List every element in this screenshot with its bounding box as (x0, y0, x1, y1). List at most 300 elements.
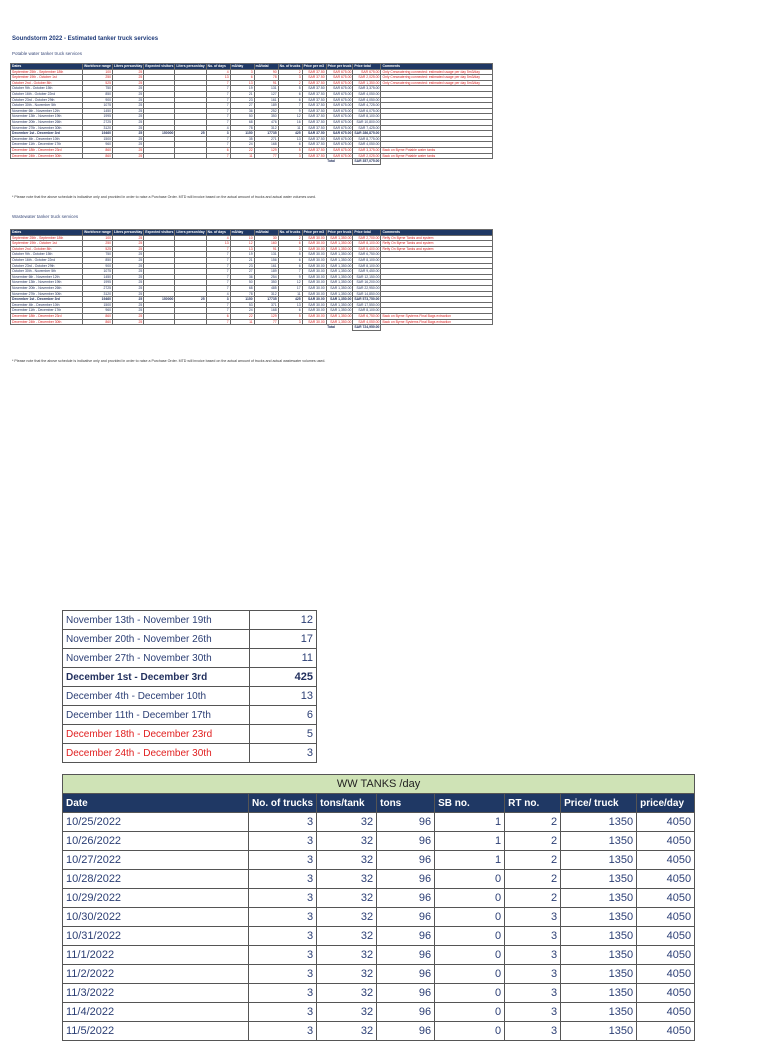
table-cell: SAR 8,100.00 (353, 257, 381, 263)
zoomed-trucks-table (62, 610, 317, 763)
table-cell: SAR 675.00 (326, 108, 353, 114)
table-cell: November 27th - November 30th (11, 291, 83, 297)
table-cell: 11/5/2022 (63, 1022, 249, 1041)
table-cell: 11/2/2022 (63, 965, 249, 984)
table-cell: 860 (83, 153, 113, 159)
table-cell: 1350 (561, 984, 637, 1003)
empty-cell (302, 325, 326, 331)
column-header: Workforce range (84, 230, 111, 234)
table-cell: 25 (113, 142, 144, 148)
table-cell: 7 (278, 269, 302, 275)
table-cell: SAR 30.00 (302, 302, 326, 308)
table-cell: 25 (113, 285, 144, 291)
table-cell: 2725 (83, 119, 113, 125)
empty-cell (113, 159, 144, 165)
table-cell: 16 (278, 119, 302, 125)
table-row (63, 851, 695, 870)
table-cell: 1450 (83, 108, 113, 114)
table-cell: 25 (113, 91, 144, 97)
table-cell: SAR 8,100.00 (353, 263, 381, 269)
table-cell: 3120 (83, 291, 113, 297)
table-cell: SAR 675.00 (326, 80, 353, 86)
table-cell: 35 (230, 136, 254, 142)
table-cell: SAR 675.00 (326, 142, 353, 148)
table-cell: 96 (377, 1003, 435, 1022)
wastewater-note: * Please note that the above schedule is indicative only and provided in order to raise a Purchase Order. MTD will invoice based on the actual amount of trucks and actual wastewater volumes used. (12, 359, 326, 363)
table-cell: 7 (206, 319, 230, 325)
table-cell: 1350 (561, 927, 637, 946)
table-cell: 6 (278, 308, 302, 314)
table-cell: SAR 30.00 (302, 235, 326, 241)
table-cell: 17735 (254, 131, 278, 137)
table-cell: SAR 37.50 (302, 97, 326, 103)
table-cell: 25 (113, 257, 144, 263)
table-cell: 7 (206, 136, 230, 142)
table-cell: 4050 (637, 870, 695, 889)
table-cell: 25 (175, 297, 206, 303)
table-cell: 250 (83, 241, 113, 247)
table-cell: 25 (113, 114, 144, 120)
table-cell: 129 (254, 147, 278, 153)
table-cell: December 24th - December 30th (11, 319, 83, 325)
table-cell: 6 (278, 91, 302, 97)
table-row (63, 611, 317, 630)
table-cell: 5 (278, 147, 302, 153)
table-cell: SAR 6,750.00 (353, 252, 381, 258)
table-cell: September 25th - September 18th (11, 235, 83, 241)
truck-count-cell: 11 (250, 649, 317, 668)
date-range-cell: November 27th - November 30th (63, 649, 250, 668)
table-cell: 0 (435, 908, 505, 927)
table-cell: 3 (278, 75, 302, 81)
table-cell: Only Crewcatering connected: estimated usage per day 5m3/day (381, 75, 493, 81)
table-cell: SAR 1,350.00 (326, 241, 353, 247)
table-cell: 3 (249, 946, 317, 965)
table-cell: December 18th - December 23rd (11, 147, 83, 153)
table-cell: 13 (278, 136, 302, 142)
table-cell: 78 (230, 291, 254, 297)
table-cell: 25 (113, 291, 144, 297)
table-cell: 36 (230, 274, 254, 280)
table-cell: 13 (206, 241, 230, 247)
table-cell: SAR 37.50 (302, 108, 326, 114)
table-cell: November 13th - November 19th (11, 280, 83, 286)
empty-cell (381, 159, 493, 165)
table-cell: 4050 (637, 927, 695, 946)
table-cell: 25 (113, 269, 144, 275)
date-range-cell: December 24th - December 30th (63, 744, 250, 763)
table-cell: SAR 675.00 (326, 75, 353, 81)
table-cell: 271 (254, 136, 278, 142)
table-cell: 4 (206, 69, 230, 75)
potable-section-title: Potable water tanker truck services (12, 51, 83, 56)
ww-tanks-title: WW TANKS /day (63, 775, 695, 794)
table-cell: 5 (278, 86, 302, 92)
total-value: SAR 724,950.00 (354, 325, 380, 330)
table-cell: SAR 30.00 (302, 280, 326, 286)
table-cell: 96 (377, 832, 435, 851)
empty-cell (381, 325, 493, 331)
empty-cell (83, 159, 113, 165)
table-cell: SAR 1,350.00 (326, 252, 353, 258)
table-cell: 1995 (83, 114, 113, 120)
table-cell: 1350 (561, 1022, 637, 1041)
table-cell: 7 (206, 80, 230, 86)
table-cell: 3 (249, 889, 317, 908)
table-cell: Back on Byrne Potable water tanks (381, 153, 493, 159)
table-cell: December 1st - December 3rd (11, 131, 83, 137)
column-header: Liters person/day (176, 230, 205, 234)
table-cell: 131 (254, 86, 278, 92)
table-cell: SAR 37.50 (302, 131, 326, 137)
table-cell: 13 (230, 246, 254, 252)
table-cell: 91 (254, 246, 278, 252)
table-cell: SAR 675.00 (326, 114, 353, 120)
table-cell: 3 (249, 870, 317, 889)
table-cell: 6 (278, 257, 302, 263)
table-cell: 1500 (83, 302, 113, 308)
table-cell: 1 (435, 813, 505, 832)
table-cell: SAR 30.00 (302, 274, 326, 280)
table-cell: 10/26/2022 (63, 832, 249, 851)
table-cell: 6 (206, 147, 230, 153)
table-cell: 100 (83, 69, 113, 75)
date-range-cell: November 13th - November 19th (63, 611, 250, 630)
table-cell: SAR 1,350.00 (326, 285, 353, 291)
table-cell: 6 (206, 313, 230, 319)
table-cell: 3 (505, 1022, 561, 1041)
empty-cell (11, 325, 83, 331)
empty-cell (278, 325, 302, 331)
table-cell: 1350 (561, 965, 637, 984)
table-cell: 13 (230, 80, 254, 86)
column-header: Workforce range (84, 64, 111, 68)
table-cell: 2 (278, 235, 302, 241)
table-cell: 1075 (83, 103, 113, 109)
table-cell: 25 (113, 153, 144, 159)
table-cell: SAR 2,700.00 (353, 235, 381, 241)
table-cell: 4050 (637, 851, 695, 870)
table-cell: SAR 1,350.00 (326, 263, 353, 269)
table-cell: 96 (377, 889, 435, 908)
table-cell: SAR 37.50 (302, 103, 326, 109)
table-cell: 1150 (230, 297, 254, 303)
total-row (11, 159, 493, 165)
table-cell: 11/1/2022 (63, 946, 249, 965)
table-cell: December 4th - December 10th (11, 136, 83, 142)
table-cell: 7 (206, 263, 230, 269)
table-row (63, 649, 317, 668)
table-cell: SAR 3,375.00 (353, 147, 381, 153)
table-cell: 3 (278, 246, 302, 252)
table-cell: 485 (254, 285, 278, 291)
table-cell: 1 (435, 851, 505, 870)
table-cell: 32 (317, 851, 377, 870)
table-cell: 10/30/2022 (63, 908, 249, 927)
table-cell: 32 (317, 832, 377, 851)
table-cell: 2 (505, 870, 561, 889)
table-cell: SAR 37.50 (302, 147, 326, 153)
empty-cell (206, 159, 230, 165)
column-header: m3/total (254, 230, 278, 236)
table-cell: 36 (230, 108, 254, 114)
table-cell: SAR 1,350.00 (326, 235, 353, 241)
table-cell: SAR 17,550.00 (353, 302, 381, 308)
document-title: Soundstorm 2022 - Estimated tanker truck services (12, 36, 159, 42)
column-header: No. of trucks (279, 64, 301, 68)
table-cell: 25 (113, 319, 144, 325)
table-cell: 4050 (637, 832, 695, 851)
table-cell: 4050 (637, 908, 695, 927)
table-cell: Refly On Byrne Tanks and system (381, 246, 493, 252)
table-cell: SAR 1,350.00 (326, 297, 353, 303)
table-cell: 189 (254, 269, 278, 275)
table-cell: SAR 22,950.00 (353, 285, 381, 291)
column-header: m3/total (254, 64, 278, 70)
table-cell: 3120 (83, 125, 113, 131)
table-cell: SAR 6,075.00 (353, 108, 381, 114)
table-cell: 6 (278, 241, 302, 247)
table-cell: 3 (278, 153, 302, 159)
table-cell: 900 (83, 97, 113, 103)
ww-tanks-title-row (63, 775, 695, 794)
table-cell: SAR 675.00 (326, 119, 353, 125)
table-cell: 150000 (144, 131, 175, 137)
table-cell: 371 (254, 302, 278, 308)
column-header: m3/day (230, 230, 254, 236)
table-cell: 850 (83, 257, 113, 263)
table-cell: SAR 12,150.00 (353, 274, 381, 280)
table-cell: SAR 30.00 (302, 297, 326, 303)
table-cell: SAR 2,025.00 (353, 153, 381, 159)
table-cell: October 23rd - October 29th (11, 97, 83, 103)
table-cell: 750 (83, 252, 113, 258)
table-cell: 68 (230, 285, 254, 291)
column-header: Dates (11, 64, 83, 70)
table-cell: 960 (83, 142, 113, 148)
table-cell: 7 (278, 103, 302, 109)
table-cell: 4 (206, 291, 230, 297)
column-header: Expected visitors (145, 230, 174, 234)
table-cell: 7 (206, 285, 230, 291)
table-cell: 3 (505, 1003, 561, 1022)
table-cell: 32 (317, 813, 377, 832)
table-cell: 252 (254, 108, 278, 114)
table-cell: 1350 (561, 870, 637, 889)
empty-cell (144, 159, 175, 165)
table-cell: 50 (230, 280, 254, 286)
table-row (63, 870, 695, 889)
table-cell: October 16th - October 22nd (11, 257, 83, 263)
table-cell: 3 (249, 908, 317, 927)
table-cell: Back on Byrne Systems Final Bags extraction (381, 319, 493, 325)
table-cell: 4050 (637, 946, 695, 965)
table-cell: 78 (254, 75, 278, 81)
table-cell: 7 (206, 153, 230, 159)
empty-cell (144, 325, 175, 331)
empty-cell (175, 325, 206, 331)
table-cell: October 9th - October 15th (11, 252, 83, 258)
table-cell: 11 (230, 319, 254, 325)
table-cell: 2 (505, 832, 561, 851)
table-cell: SAR 675.00 (326, 97, 353, 103)
table-cell: 161 (254, 263, 278, 269)
table-cell: 96 (377, 927, 435, 946)
table-cell: SAR 30.00 (302, 269, 326, 275)
table-cell: 860 (83, 319, 113, 325)
table-cell: 2 (505, 851, 561, 870)
table-cell: 19460 (83, 131, 113, 137)
column-header: No. of trucks (279, 230, 301, 234)
table-cell: SAR 675.00 (326, 91, 353, 97)
column-header: Price per m3 (302, 64, 326, 70)
table-cell: 189 (254, 103, 278, 109)
date-range-cell: December 18th - December 23rd (63, 725, 250, 744)
table-cell: 7 (206, 97, 230, 103)
table-cell: September 25th - September 18th (11, 69, 83, 75)
table-cell: 32 (317, 908, 377, 927)
table-cell: 10/29/2022 (63, 889, 249, 908)
table-cell: 50 (230, 114, 254, 120)
table-cell: 12 (278, 114, 302, 120)
table-cell: 3 (230, 69, 254, 75)
table-cell: October 9th - October 15th (11, 86, 83, 92)
table-cell: 350 (254, 114, 278, 120)
table-cell: 24 (230, 308, 254, 314)
empty-cell (254, 159, 278, 165)
table-cell: 11 (230, 153, 254, 159)
column-header: Liters person/day (114, 64, 143, 68)
empty-cell (83, 325, 113, 331)
table-cell: 4050 (637, 984, 695, 1003)
table-cell: 96 (377, 946, 435, 965)
table-cell: 4050 (637, 813, 695, 832)
table-cell: 1350 (561, 832, 637, 851)
table-cell: 77 (254, 153, 278, 159)
table-cell: SAR 1,350.00 (326, 313, 353, 319)
table-cell: 10/28/2022 (63, 870, 249, 889)
table-cell: 0 (435, 984, 505, 1003)
table-cell: 6 (278, 97, 302, 103)
table-row (63, 744, 317, 763)
column-header: Price per truck (327, 64, 352, 68)
table-cell: 1350 (561, 1003, 637, 1022)
table-cell: December 11th - December 17th (11, 142, 83, 148)
table-cell: SAR 30.00 (302, 285, 326, 291)
table-cell: 7 (206, 142, 230, 148)
table-cell: 5 (278, 313, 302, 319)
table-cell: 1075 (83, 269, 113, 275)
table-cell: 11/3/2022 (63, 984, 249, 1003)
column-header: RT no. (505, 794, 561, 813)
table-cell: Only Crewcatering connected: estimated usage per day 5m3/day (381, 69, 493, 75)
table-cell: 1995 (83, 280, 113, 286)
truck-count-cell: 5 (250, 725, 317, 744)
empty-cell (175, 159, 206, 165)
table-cell: 25 (113, 147, 144, 153)
table-cell: 25 (113, 302, 144, 308)
table-cell: 1150 (230, 131, 254, 137)
table-cell: 1 (435, 832, 505, 851)
table-cell: SAR 8,100.00 (353, 241, 381, 247)
table-cell: SAR 1,350.00 (326, 269, 353, 275)
table-cell: 1350 (561, 813, 637, 832)
table-cell: 750 (83, 86, 113, 92)
table-cell: 3 (249, 1022, 317, 1041)
table-cell: 1350 (561, 946, 637, 965)
table-row (63, 927, 695, 946)
column-header: price/day (637, 794, 695, 813)
table-cell: 3 (206, 131, 230, 137)
table-cell: SAR 37.50 (302, 114, 326, 120)
table-cell: SAR 37.50 (302, 136, 326, 142)
table-cell: October 23rd - October 29th (11, 263, 83, 269)
column-header: Date (63, 794, 249, 813)
empty-cell (230, 325, 254, 331)
table-cell: 11 (278, 125, 302, 131)
table-cell: 2725 (83, 285, 113, 291)
table-cell: December 11th - December 17th (11, 308, 83, 314)
table-cell: November 13th - November 19th (11, 114, 83, 120)
table-cell: 13 (278, 302, 302, 308)
table-cell: 25 (113, 86, 144, 92)
table-cell: 476 (254, 119, 278, 125)
ww-tanks-header-row (63, 794, 695, 813)
table-cell: 3 (206, 297, 230, 303)
table-cell: 10 (230, 235, 254, 241)
table-cell: September 19th - October 1st (11, 75, 83, 81)
table-cell: 100 (83, 235, 113, 241)
table-cell: SAR 8,100.00 (353, 308, 381, 314)
table-cell: 0 (435, 927, 505, 946)
table-cell: 25 (113, 125, 144, 131)
table-cell: September 19th - October 1st (11, 241, 83, 247)
table-row (63, 1003, 695, 1022)
table-cell: SAR 1,350.00 (326, 302, 353, 308)
table-cell: 25 (113, 246, 144, 252)
table-cell: 3 (249, 927, 317, 946)
table-cell: SAR 1,350.00 (326, 246, 353, 252)
table-cell: 6 (230, 75, 254, 81)
table-cell: 30 (254, 235, 278, 241)
table-row (63, 725, 317, 744)
table-cell: 27 (230, 103, 254, 109)
date-range-cell: December 1st - December 3rd (63, 668, 250, 687)
column-header: Price total (353, 64, 381, 70)
table-cell: 25 (113, 274, 144, 280)
table-cell: 0 (435, 965, 505, 984)
total-row (11, 325, 493, 331)
table-cell: 0 (435, 889, 505, 908)
table-cell: 96 (377, 813, 435, 832)
table-cell: 9 (278, 108, 302, 114)
table-cell: 25 (175, 131, 206, 137)
table-cell: 25 (113, 103, 144, 109)
table-row (63, 630, 317, 649)
table-cell: 3 (249, 832, 317, 851)
column-header: Comments (381, 64, 493, 70)
table-cell: 1450 (83, 274, 113, 280)
table-cell: 10/27/2022 (63, 851, 249, 870)
table-cell: 10/25/2022 (63, 813, 249, 832)
table-cell: 19460 (83, 297, 113, 303)
table-cell: November 6th - November 12th (11, 108, 83, 114)
table-cell: 32 (317, 1022, 377, 1041)
table-cell: Back on Byrne Potable water tanks (381, 147, 493, 153)
table-cell: SAR 37.50 (302, 75, 326, 81)
table-cell: 24 (230, 142, 254, 148)
table-cell: SAR 675.00 (326, 147, 353, 153)
